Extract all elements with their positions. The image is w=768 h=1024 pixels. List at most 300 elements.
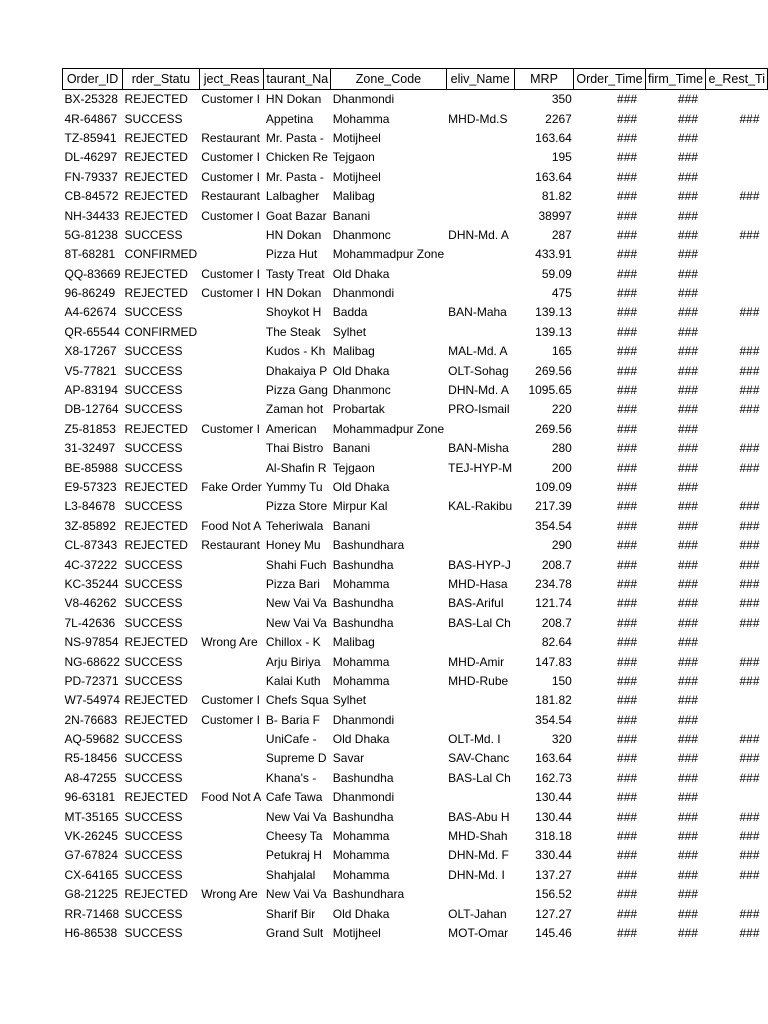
table-cell[interactable]: Khana's - xyxy=(265,770,317,785)
table-cell[interactable]: ### xyxy=(617,111,638,126)
table-cell[interactable]: 59.09 xyxy=(541,266,572,281)
table-cell[interactable]: QR-65544 xyxy=(64,324,120,339)
table-cell[interactable]: R5-18456 xyxy=(64,751,118,766)
table-cell[interactable]: Bashundhara xyxy=(332,538,405,553)
table-cell[interactable]: ### xyxy=(677,925,698,940)
table-cell[interactable]: NH-34433 xyxy=(64,208,120,223)
table-cell[interactable]: Customer I xyxy=(201,92,260,107)
table-cell[interactable]: CONFIRMED xyxy=(124,247,198,262)
table-cell[interactable]: Cafe Tawa xyxy=(265,790,323,805)
table-cell[interactable]: 354.54 xyxy=(535,518,572,533)
table-cell[interactable]: BE-85988 xyxy=(64,460,118,475)
table-cell[interactable]: V5-77821 xyxy=(64,363,117,378)
table-cell[interactable] xyxy=(706,477,768,496)
table-cell[interactable]: REJECTED xyxy=(124,887,188,902)
table-cell[interactable]: MHD-Amir xyxy=(448,654,505,669)
table-cell[interactable]: Old Dhaka xyxy=(332,732,390,747)
table-cell[interactable]: Teheriwala xyxy=(265,518,324,533)
table-cell[interactable]: 1095.65 xyxy=(528,383,572,398)
table-cell[interactable]: W7-54974 xyxy=(64,693,120,708)
table-cell[interactable]: Mohammadpur Zone xyxy=(332,421,445,436)
table-cell[interactable] xyxy=(446,245,514,264)
table-cell[interactable]: ### xyxy=(617,673,638,688)
table-cell[interactable]: SUCCESS xyxy=(124,111,183,126)
table-cell[interactable]: ### xyxy=(617,732,638,747)
table-cell[interactable]: B- Baria F xyxy=(265,712,320,727)
table-cell[interactable]: Chicken Re xyxy=(265,150,328,165)
table-cell[interactable]: ### xyxy=(739,189,760,204)
table-cell[interactable]: BAN-Maha xyxy=(448,305,507,320)
table-cell[interactable]: ### xyxy=(677,538,698,553)
table-cell[interactable]: Mohamma xyxy=(332,576,390,591)
table-cell[interactable]: ### xyxy=(617,363,638,378)
table-cell[interactable]: Old Dhaka xyxy=(332,266,390,281)
table-cell[interactable]: ### xyxy=(677,266,698,281)
table-cell[interactable]: ### xyxy=(677,848,698,863)
table-cell[interactable]: SUCCESS xyxy=(124,770,183,785)
table-cell[interactable]: 280 xyxy=(551,441,572,456)
column-header[interactable]: Order_Time xyxy=(574,69,645,90)
table-cell[interactable]: 82.64 xyxy=(541,635,572,650)
table-cell[interactable]: REJECTED xyxy=(124,712,188,727)
table-cell[interactable]: 163.64 xyxy=(535,751,572,766)
table-cell[interactable] xyxy=(446,148,514,167)
table-cell[interactable]: TEJ-HYP-M xyxy=(448,460,513,475)
column-header[interactable]: MRP xyxy=(514,69,574,90)
table-cell[interactable]: ### xyxy=(677,887,698,902)
table-cell[interactable] xyxy=(446,90,514,109)
table-cell[interactable] xyxy=(706,322,768,341)
column-header[interactable]: eliv_Name xyxy=(446,69,514,90)
table-cell[interactable] xyxy=(446,516,514,535)
table-cell[interactable]: QQ-83669 xyxy=(64,266,121,281)
table-cell[interactable]: MAL-Md. A xyxy=(448,344,508,359)
table-cell[interactable]: Banani xyxy=(332,208,371,223)
table-cell[interactable] xyxy=(446,264,514,283)
table-cell[interactable]: SUCCESS xyxy=(124,596,183,611)
table-cell[interactable]: Sharif Bir xyxy=(265,906,316,921)
table-cell[interactable] xyxy=(199,807,264,826)
table-cell[interactable]: Customer I xyxy=(201,208,260,223)
table-cell[interactable]: ### xyxy=(677,906,698,921)
table-cell[interactable]: Mohamma xyxy=(332,867,390,882)
table-cell[interactable]: ### xyxy=(677,169,698,184)
table-cell[interactable]: ### xyxy=(617,402,638,417)
table-cell[interactable]: ### xyxy=(739,383,760,398)
table-cell[interactable] xyxy=(199,497,264,516)
table-cell[interactable]: ### xyxy=(677,247,698,262)
table-cell[interactable] xyxy=(706,691,768,710)
table-cell[interactable]: ### xyxy=(617,208,638,223)
table-cell[interactable]: Sylhet xyxy=(332,693,367,708)
table-cell[interactable]: ### xyxy=(739,538,760,553)
table-cell[interactable]: G7-67824 xyxy=(64,848,118,863)
table-cell[interactable]: VK-26245 xyxy=(64,829,118,844)
table-cell[interactable]: ### xyxy=(617,421,638,436)
column-header[interactable]: taurant_Na xyxy=(264,69,331,90)
table-cell[interactable]: RR-71468 xyxy=(64,906,120,921)
table-cell[interactable]: REJECTED xyxy=(124,693,188,708)
table-cell[interactable]: ### xyxy=(617,383,638,398)
table-cell[interactable]: ### xyxy=(617,790,638,805)
table-cell[interactable] xyxy=(446,283,514,302)
table-cell[interactable]: SUCCESS xyxy=(124,751,183,766)
table-cell[interactable]: ### xyxy=(677,770,698,785)
table-cell[interactable]: Wrong Are xyxy=(201,635,258,650)
table-cell[interactable]: ### xyxy=(617,227,638,242)
table-cell[interactable]: ### xyxy=(617,169,638,184)
table-cell[interactable]: DB-12764 xyxy=(64,402,119,417)
table-cell[interactable]: ### xyxy=(617,266,638,281)
table-cell[interactable]: ### xyxy=(617,693,638,708)
table-cell[interactable]: ### xyxy=(739,829,760,844)
table-cell[interactable]: Mohamma xyxy=(332,654,390,669)
table-cell[interactable]: SUCCESS xyxy=(124,383,183,398)
table-cell[interactable]: ### xyxy=(677,635,698,650)
table-cell[interactable]: 137.27 xyxy=(535,867,572,882)
table-cell[interactable]: ### xyxy=(739,363,760,378)
table-cell[interactable]: 8T-68281 xyxy=(64,247,116,262)
table-cell[interactable]: OLT-Sohag xyxy=(448,363,509,378)
table-cell[interactable]: 269.56 xyxy=(535,363,572,378)
table-cell[interactable]: SUCCESS xyxy=(124,227,183,242)
table-cell[interactable] xyxy=(706,128,768,147)
table-cell[interactable]: Shoykot H xyxy=(265,305,322,320)
table-cell[interactable]: Tasty Treat xyxy=(265,266,325,281)
table-cell[interactable]: ### xyxy=(617,829,638,844)
table-cell[interactable]: REJECTED xyxy=(124,150,188,165)
table-cell[interactable]: ### xyxy=(617,460,638,475)
table-cell[interactable] xyxy=(199,555,264,574)
table-cell[interactable]: ### xyxy=(617,751,638,766)
table-cell[interactable]: Malibag xyxy=(332,344,375,359)
table-cell[interactable]: 150 xyxy=(551,673,572,688)
table-cell[interactable]: Mirpur Kal xyxy=(332,499,388,514)
table-cell[interactable]: ### xyxy=(677,615,698,630)
table-cell[interactable] xyxy=(199,594,264,613)
table-cell[interactable]: Thai Bistro xyxy=(265,441,324,456)
table-cell[interactable]: ### xyxy=(617,305,638,320)
table-cell[interactable] xyxy=(706,167,768,186)
table-cell[interactable]: KC-35244 xyxy=(64,576,119,591)
table-cell[interactable]: ### xyxy=(677,208,698,223)
table-cell[interactable]: Banani xyxy=(332,441,371,456)
table-cell[interactable]: 2N-76683 xyxy=(64,712,118,727)
table-cell[interactable]: ### xyxy=(677,92,698,107)
table-cell[interactable] xyxy=(199,458,264,477)
table-cell[interactable] xyxy=(706,264,768,283)
table-cell[interactable]: Dhanmonc xyxy=(332,383,391,398)
table-cell[interactable]: ### xyxy=(677,111,698,126)
table-cell[interactable]: SUCCESS xyxy=(124,557,183,572)
table-cell[interactable]: HN Dokan xyxy=(265,227,322,242)
table-cell[interactable] xyxy=(199,225,264,244)
table-cell[interactable]: Fake Order xyxy=(201,480,262,494)
table-cell[interactable]: REJECTED xyxy=(124,189,188,204)
table-cell[interactable] xyxy=(446,419,514,438)
table-cell[interactable]: NG-68622 xyxy=(64,654,120,669)
table-cell[interactable]: SUCCESS xyxy=(124,848,183,863)
table-cell[interactable]: Pizza Hut xyxy=(265,247,318,262)
table-cell[interactable]: CB-84572 xyxy=(64,189,119,204)
table-cell[interactable]: Mohamma xyxy=(332,829,390,844)
table-cell[interactable]: ### xyxy=(677,286,698,301)
table-cell[interactable]: BX-25328 xyxy=(64,92,118,107)
table-cell[interactable]: ### xyxy=(677,790,698,805)
table-cell[interactable]: MT-35165 xyxy=(64,809,119,824)
table-cell[interactable]: American xyxy=(265,421,317,436)
table-cell[interactable]: MHD-Hasa xyxy=(448,576,508,591)
table-cell[interactable]: Badda xyxy=(332,305,368,320)
table-cell[interactable]: ### xyxy=(617,906,638,921)
table-cell[interactable]: 320 xyxy=(551,732,572,747)
table-cell[interactable]: ### xyxy=(617,809,638,824)
table-cell[interactable]: New Vai Va xyxy=(265,809,327,824)
table-cell[interactable]: ### xyxy=(677,480,698,494)
table-cell[interactable]: ### xyxy=(617,887,638,902)
table-cell[interactable]: REJECTED xyxy=(124,421,188,436)
table-cell[interactable]: ### xyxy=(617,189,638,204)
table-cell[interactable]: OLT-Md. I xyxy=(448,732,501,747)
table-cell[interactable] xyxy=(199,361,264,380)
table-cell[interactable]: ### xyxy=(677,829,698,844)
table-cell[interactable]: 220 xyxy=(551,402,572,417)
table-cell[interactable] xyxy=(199,613,264,632)
table-cell[interactable]: SUCCESS xyxy=(124,460,183,475)
table-cell[interactable]: REJECTED xyxy=(124,130,188,145)
table-cell[interactable]: The Steak xyxy=(265,324,321,339)
table-cell[interactable]: NS-97854 xyxy=(64,635,119,650)
table-cell[interactable] xyxy=(446,632,514,651)
table-cell[interactable]: SUCCESS xyxy=(124,673,183,688)
table-cell[interactable] xyxy=(706,206,768,225)
table-cell[interactable]: 109.09 xyxy=(535,480,572,494)
table-cell[interactable] xyxy=(199,865,264,884)
table-cell[interactable]: SUCCESS xyxy=(124,925,183,940)
table-cell[interactable]: 269.56 xyxy=(535,421,572,436)
table-cell[interactable]: 2267 xyxy=(545,111,572,126)
table-cell[interactable]: ### xyxy=(739,615,760,630)
column-header[interactable]: firm_Time xyxy=(645,69,706,90)
table-cell[interactable]: 234.78 xyxy=(535,576,572,591)
table-cell[interactable]: 330.44 xyxy=(535,848,572,863)
table-cell[interactable]: ### xyxy=(677,712,698,727)
table-cell[interactable]: Food Not A xyxy=(201,518,262,533)
table-cell[interactable]: Malibag xyxy=(332,635,375,650)
table-cell[interactable]: CONFIRMED xyxy=(124,324,198,339)
table-cell[interactable]: Lalbagher xyxy=(265,189,320,204)
table-cell[interactable]: ### xyxy=(739,596,760,611)
table-cell[interactable]: 7L-42636 xyxy=(64,615,116,630)
table-cell[interactable]: 31-32497 xyxy=(64,441,116,456)
table-cell[interactable]: 475 xyxy=(551,286,572,301)
table-cell[interactable]: SUCCESS xyxy=(124,867,183,882)
table-cell[interactable]: Customer I xyxy=(201,150,260,165)
table-cell[interactable]: ### xyxy=(739,402,760,417)
table-cell[interactable] xyxy=(199,671,264,690)
table-cell[interactable]: ### xyxy=(617,92,638,107)
table-cell[interactable]: Restaurant xyxy=(201,130,260,145)
table-cell[interactable]: TZ-85941 xyxy=(64,130,117,145)
table-cell[interactable]: Mr. Pasta - xyxy=(265,169,324,184)
table-cell[interactable]: ### xyxy=(617,286,638,301)
table-cell[interactable]: REJECTED xyxy=(124,266,188,281)
table-cell[interactable]: Motijheel xyxy=(332,925,381,940)
table-cell[interactable]: 127.27 xyxy=(535,906,572,921)
table-cell[interactable] xyxy=(706,632,768,651)
table-cell[interactable]: 96-63181 xyxy=(64,790,116,805)
table-cell[interactable]: ### xyxy=(739,111,760,126)
table-cell[interactable]: ### xyxy=(677,809,698,824)
table-cell[interactable]: 318.18 xyxy=(535,829,572,844)
table-cell[interactable]: ### xyxy=(677,867,698,882)
table-cell[interactable]: 217.39 xyxy=(535,499,572,514)
table-cell[interactable]: ### xyxy=(739,809,760,824)
table-cell[interactable]: Restaurant xyxy=(201,189,260,204)
table-cell[interactable]: 130.44 xyxy=(535,790,572,805)
table-cell[interactable]: ### xyxy=(677,654,698,669)
table-cell[interactable] xyxy=(706,245,768,264)
table-cell[interactable]: ### xyxy=(677,673,698,688)
table-cell[interactable]: ### xyxy=(739,305,760,320)
table-cell[interactable]: DHN-Md. F xyxy=(448,848,509,863)
table-cell[interactable]: CL-87343 xyxy=(64,538,118,553)
table-cell[interactable]: SUCCESS xyxy=(124,615,183,630)
table-cell[interactable]: Savar xyxy=(332,751,365,766)
table-cell[interactable]: Cheesy Ta xyxy=(265,829,323,844)
table-cell[interactable]: MHD-Md.S xyxy=(448,111,508,126)
table-cell[interactable]: X8-17267 xyxy=(64,344,117,359)
table-cell[interactable]: SUCCESS xyxy=(124,732,183,747)
table-cell[interactable]: 163.64 xyxy=(535,130,572,145)
table-cell[interactable]: ### xyxy=(617,867,638,882)
table-cell[interactable]: BAS-Abu H xyxy=(448,809,510,824)
table-cell[interactable]: 4R-64867 xyxy=(64,111,118,126)
table-cell[interactable]: ### xyxy=(739,499,760,514)
table-cell[interactable]: ### xyxy=(739,576,760,591)
table-cell[interactable]: Chefs Squa xyxy=(265,693,329,708)
table-cell[interactable]: KAL-Rakibu xyxy=(448,499,513,514)
table-cell[interactable]: Mr. Pasta - xyxy=(265,130,324,145)
table-cell[interactable]: BAS-Lal Ch xyxy=(448,770,511,785)
table-cell[interactable]: ### xyxy=(677,557,698,572)
table-cell[interactable]: SUCCESS xyxy=(124,344,183,359)
table-cell[interactable]: 139.13 xyxy=(535,305,572,320)
table-cell[interactable]: 4C-37222 xyxy=(64,557,118,572)
table-cell[interactable]: 156.52 xyxy=(535,887,572,902)
table-cell[interactable]: 290 xyxy=(551,538,572,553)
table-cell[interactable]: SUCCESS xyxy=(124,305,183,320)
table-cell[interactable]: SUCCESS xyxy=(124,441,183,456)
table-cell[interactable]: ### xyxy=(617,712,638,727)
table-cell[interactable] xyxy=(199,380,264,399)
table-cell[interactable]: DHN-Md. I xyxy=(448,867,505,882)
table-cell[interactable]: Pizza Gang xyxy=(265,383,328,398)
table-cell[interactable]: ### xyxy=(617,441,638,456)
table-cell[interactable]: Mohammadpur Zone xyxy=(332,247,445,262)
table-cell[interactable]: Yummy Tu xyxy=(265,480,323,494)
table-cell[interactable]: ### xyxy=(739,227,760,242)
table-cell[interactable]: Customer I xyxy=(201,421,260,436)
table-cell[interactable]: 96-86249 xyxy=(64,286,116,301)
table-cell[interactable]: REJECTED xyxy=(124,92,188,107)
table-cell[interactable]: Bashundha xyxy=(332,615,394,630)
table-cell[interactable]: REJECTED xyxy=(124,635,188,650)
table-cell[interactable]: ### xyxy=(739,441,760,456)
table-cell[interactable]: Dhanmondi xyxy=(332,286,395,301)
table-cell[interactable]: ### xyxy=(739,770,760,785)
table-cell[interactable]: REJECTED xyxy=(124,790,188,805)
table-cell[interactable] xyxy=(199,749,264,768)
table-cell[interactable] xyxy=(706,90,768,109)
table-cell[interactable]: New Vai Va xyxy=(265,615,327,630)
table-cell[interactable]: Mohamma xyxy=(332,673,390,688)
table-cell[interactable]: Shahjalal xyxy=(265,867,316,882)
table-cell[interactable]: L3-84678 xyxy=(64,499,116,514)
table-cell[interactable]: Dhanmonc xyxy=(332,227,391,242)
table-cell[interactable]: Pizza Store xyxy=(265,499,328,514)
table-cell[interactable]: Arju Biriya xyxy=(265,654,321,669)
table-cell[interactable] xyxy=(199,904,264,923)
table-cell[interactable] xyxy=(706,788,768,807)
table-cell[interactable]: Motijheel xyxy=(332,169,381,184)
table-cell[interactable]: Dhanmondi xyxy=(332,92,395,107)
table-cell[interactable]: 163.64 xyxy=(535,169,572,184)
table-cell[interactable]: Bashundha xyxy=(332,557,394,572)
table-cell[interactable]: Kalai Kuth xyxy=(265,673,321,688)
table-cell[interactable]: MOT-Omar xyxy=(448,925,509,940)
table-cell[interactable]: ### xyxy=(739,751,760,766)
table-cell[interactable]: ### xyxy=(617,480,638,494)
table-cell[interactable]: REJECTED xyxy=(124,208,188,223)
table-cell[interactable]: ### xyxy=(677,305,698,320)
table-cell[interactable] xyxy=(446,322,514,341)
table-cell[interactable]: AQ-59682 xyxy=(64,732,120,747)
table-cell[interactable]: SUCCESS xyxy=(124,654,183,669)
table-cell[interactable]: ### xyxy=(739,867,760,882)
table-cell[interactable]: BAS-Lal Ch xyxy=(448,615,511,630)
table-cell[interactable]: ### xyxy=(617,596,638,611)
table-cell[interactable]: CX-64165 xyxy=(64,867,119,882)
table-cell[interactable]: 3Z-85892 xyxy=(64,518,116,533)
table-cell[interactable]: Malibag xyxy=(332,189,375,204)
table-cell[interactable]: 287 xyxy=(551,227,572,242)
table-cell[interactable]: 81.82 xyxy=(541,189,572,204)
table-cell[interactable]: Z5-81853 xyxy=(64,421,116,436)
table-cell[interactable] xyxy=(199,303,264,322)
table-cell[interactable]: 121.74 xyxy=(535,596,572,611)
table-cell[interactable]: ### xyxy=(677,344,698,359)
table-cell[interactable] xyxy=(446,167,514,186)
table-cell[interactable]: Old Dhaka xyxy=(332,480,390,494)
column-header[interactable]: Order_ID xyxy=(63,69,123,90)
table-cell[interactable] xyxy=(446,788,514,807)
table-cell[interactable]: Petukraj H xyxy=(265,848,322,863)
table-cell[interactable]: SUCCESS xyxy=(124,829,183,844)
table-cell[interactable]: ### xyxy=(617,654,638,669)
table-cell[interactable]: ### xyxy=(739,732,760,747)
table-cell[interactable] xyxy=(199,574,264,593)
table-cell[interactable]: 354.54 xyxy=(535,712,572,727)
table-cell[interactable]: AP-83194 xyxy=(64,383,118,398)
table-cell[interactable]: ### xyxy=(677,460,698,475)
table-cell[interactable]: ### xyxy=(617,770,638,785)
table-cell[interactable]: Customer I xyxy=(201,286,260,301)
table-cell[interactable]: 139.13 xyxy=(535,324,572,339)
table-cell[interactable]: E9-57323 xyxy=(64,480,117,494)
table-cell[interactable]: Old Dhaka xyxy=(332,363,390,378)
table-cell[interactable]: V8-46262 xyxy=(64,596,117,611)
